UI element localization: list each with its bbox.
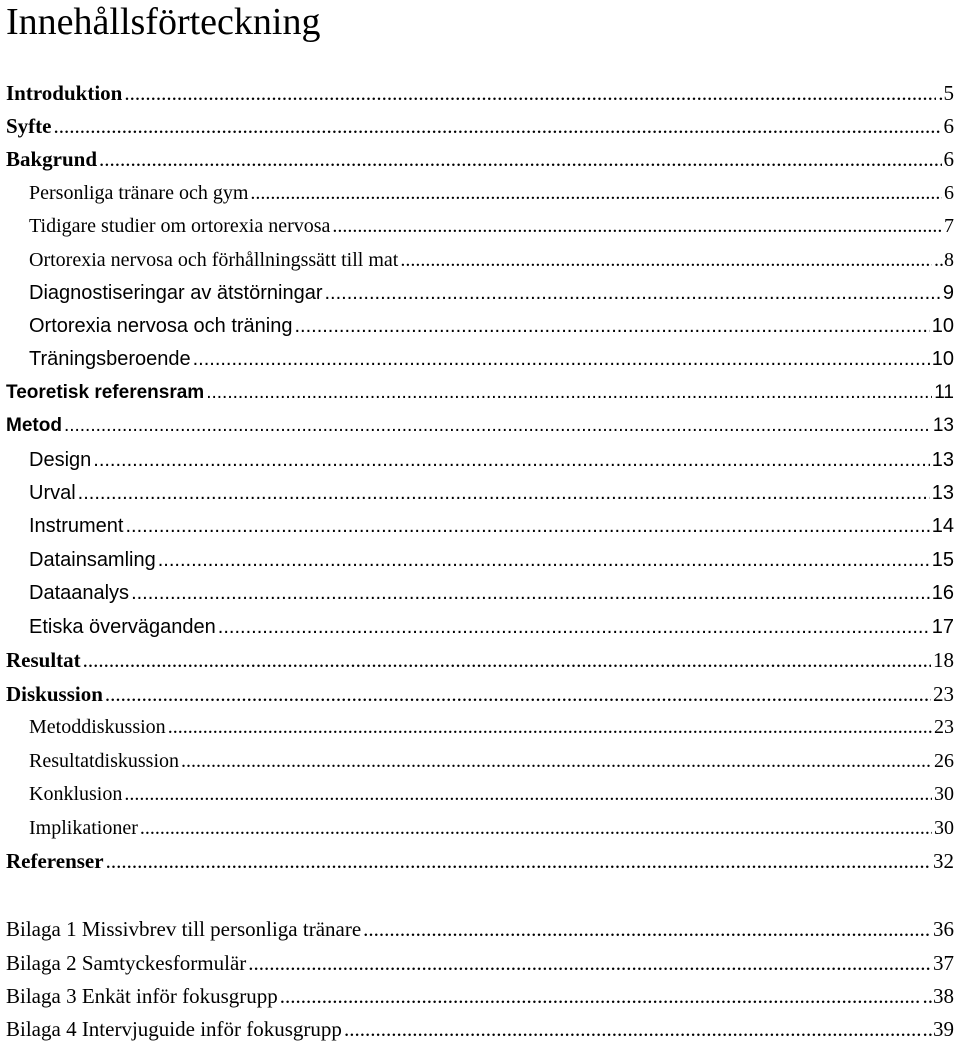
toc-entry-label: Datainsamling	[29, 549, 156, 571]
toc-entry-label: Dataanalys	[29, 582, 130, 604]
toc-entry-label: Resultatdiskussion	[29, 750, 180, 772]
toc-entry-page: 15	[931, 549, 954, 571]
toc-entry-tidigare-studier[interactable]	[29, 211, 954, 241]
toc-entry-resultat[interactable]	[6, 645, 954, 675]
toc-leader	[181, 746, 932, 776]
toc-leader	[124, 78, 936, 108]
toc-entry-page: 13	[931, 482, 954, 504]
toc-entry-label: Metoddiskussion	[29, 716, 166, 738]
toc-entry-metod[interactable]	[6, 411, 954, 441]
toc-entry-page: 6	[943, 114, 954, 138]
toc-entry-label: Syfte	[6, 114, 52, 138]
toc-entry-datainsamling[interactable]	[29, 545, 954, 575]
toc-entry-label: Urval	[29, 482, 76, 504]
toc-leader	[344, 1014, 921, 1044]
toc-entry-personliga-tranare[interactable]	[29, 178, 954, 208]
toc-entry-label: Diskussion	[6, 682, 103, 706]
toc-entry-label: Konklusion	[29, 783, 123, 805]
toc-entry-referenser[interactable]	[6, 846, 954, 876]
toc-entry-page: 16	[931, 582, 954, 604]
toc-entry-page: 10	[931, 348, 954, 370]
toc-leader	[248, 948, 931, 978]
toc-entry-label: Bilaga 4 Intervjuguide inför fokusgrupp	[6, 1017, 342, 1041]
toc-entry-label: Metod	[6, 415, 62, 436]
toc-entry-page: .5	[938, 81, 954, 105]
toc-entry-label: Design	[29, 449, 92, 471]
toc-entry-page: 23	[933, 682, 954, 706]
toc-entry-konklusion[interactable]	[29, 779, 954, 809]
toc-leader	[83, 645, 931, 675]
toc-leader	[93, 445, 929, 475]
toc-leader	[206, 378, 932, 408]
toc-leader	[363, 914, 931, 944]
toc-entry-page: 26	[934, 750, 954, 772]
toc-entry-traningsberoende[interactable]	[29, 344, 954, 374]
toc-entry-page: ..38	[922, 984, 954, 1008]
toc-leader	[280, 981, 921, 1011]
toc-entry-page: 11	[934, 382, 954, 403]
toc-leader	[400, 245, 932, 275]
toc-leader	[124, 779, 932, 809]
toc-leader	[325, 278, 941, 308]
toc-entry-metoddiskussion[interactable]	[29, 712, 954, 742]
toc-entry-page: 6	[943, 147, 954, 171]
toc-entry-etiska-overvaganden[interactable]	[29, 612, 954, 642]
toc-entry-label: Bakgrund	[6, 147, 98, 171]
toc-entry-urval[interactable]	[29, 478, 954, 508]
toc-entry-page: ..8	[934, 249, 954, 271]
toc-entry-page: 18	[933, 648, 954, 672]
toc-entry-resultatdiskussion[interactable]	[29, 746, 954, 776]
toc-entry-syfte[interactable]	[6, 111, 954, 141]
toc-entry-label: Ortorexia nervosa och träning	[29, 315, 293, 337]
toc-entry-label: Diagnostiseringar av ätstörningar	[29, 282, 323, 304]
toc-leader	[140, 813, 932, 843]
toc-leader	[332, 211, 942, 241]
toc-entry-diagnostiseringar[interactable]	[29, 278, 954, 308]
toc-leader	[158, 545, 930, 575]
toc-entry-ortorexia-mat[interactable]	[29, 245, 954, 275]
toc-appendix-1[interactable]	[6, 914, 954, 944]
toc-leader	[78, 478, 930, 508]
toc-entry-label: Personliga tränare och gym	[29, 182, 249, 204]
toc-entry-label: Träningsberoende	[29, 348, 191, 370]
toc-entry-page: 13	[932, 415, 954, 436]
toc-entry-page: 23	[934, 716, 954, 738]
toc-entry-label: Introduktion	[6, 81, 123, 105]
toc-leader	[125, 511, 929, 541]
toc-leader	[218, 612, 930, 642]
toc-entry-implikationer[interactable]	[29, 813, 954, 843]
toc-entry-instrument[interactable]	[29, 511, 954, 541]
toc-entry-teoretisk-referensram[interactable]	[6, 378, 954, 408]
toc-entry-page: 30	[934, 817, 954, 839]
toc-leader	[99, 144, 941, 174]
toc-entry-introduktion[interactable]	[6, 78, 954, 108]
toc-entry-page: 9	[942, 282, 954, 304]
toc-entry-page: 7	[944, 215, 954, 237]
toc-entry-label: Etiska överväganden	[29, 616, 216, 638]
toc-entry-diskussion[interactable]	[6, 679, 954, 709]
toc-entry-ortorexia-traning[interactable]	[29, 311, 954, 341]
toc-entry-label: Referenser	[6, 849, 104, 873]
toc-leader	[294, 311, 929, 341]
toc-entry-page: 30	[934, 783, 954, 805]
toc-entry-page: 13	[931, 449, 954, 471]
toc-entry-page: 17	[931, 616, 954, 638]
toc-entry-label: Tidigare studier om ortorexia nervosa	[29, 215, 331, 237]
toc-appendix-2[interactable]	[6, 948, 954, 978]
toc-entry-design[interactable]	[29, 445, 954, 475]
toc-entry-page: 6	[944, 182, 954, 204]
toc-entry-label: Bilaga 1 Missivbrev till personliga tränare	[6, 917, 362, 941]
toc-entry-page: ..39	[922, 1017, 954, 1041]
toc-leader	[131, 578, 930, 608]
toc-entry-label: Teoretisk referensram	[6, 382, 205, 403]
toc-entry-page: 36	[933, 917, 954, 941]
toc-entry-dataanalys[interactable]	[29, 578, 954, 608]
toc-entry-label: Bilaga 3 Enkät inför fokusgrupp	[6, 984, 278, 1008]
toc-leader	[168, 712, 932, 742]
toc-entry-label: Ortorexia nervosa och förhållningssätt till mat	[29, 249, 399, 271]
toc-leader	[106, 846, 931, 876]
toc-entry-label: Instrument	[29, 515, 124, 537]
toc-entry-page: 32	[933, 849, 954, 873]
toc-entry-page: 37	[933, 951, 954, 975]
toc-entry-page: 14	[931, 515, 954, 537]
toc-entry-label: Resultat	[6, 648, 81, 672]
toc-leader	[105, 679, 931, 709]
toc-leader	[250, 178, 942, 208]
toc-leader	[193, 344, 930, 374]
toc-entry-label: Bilaga 2 Samtyckesformulär	[6, 951, 247, 975]
toc-leader	[64, 411, 931, 441]
toc-entry-bakgrund[interactable]	[6, 144, 954, 174]
toc-appendix-3[interactable]	[6, 981, 954, 1011]
page-title: Innehållsförteckning	[6, 1, 321, 43]
toc-entry-page: 10	[931, 315, 954, 337]
toc-entry-label: Implikationer	[29, 817, 138, 839]
toc-leader	[54, 111, 942, 141]
toc-appendix-4[interactable]	[6, 1014, 954, 1044]
